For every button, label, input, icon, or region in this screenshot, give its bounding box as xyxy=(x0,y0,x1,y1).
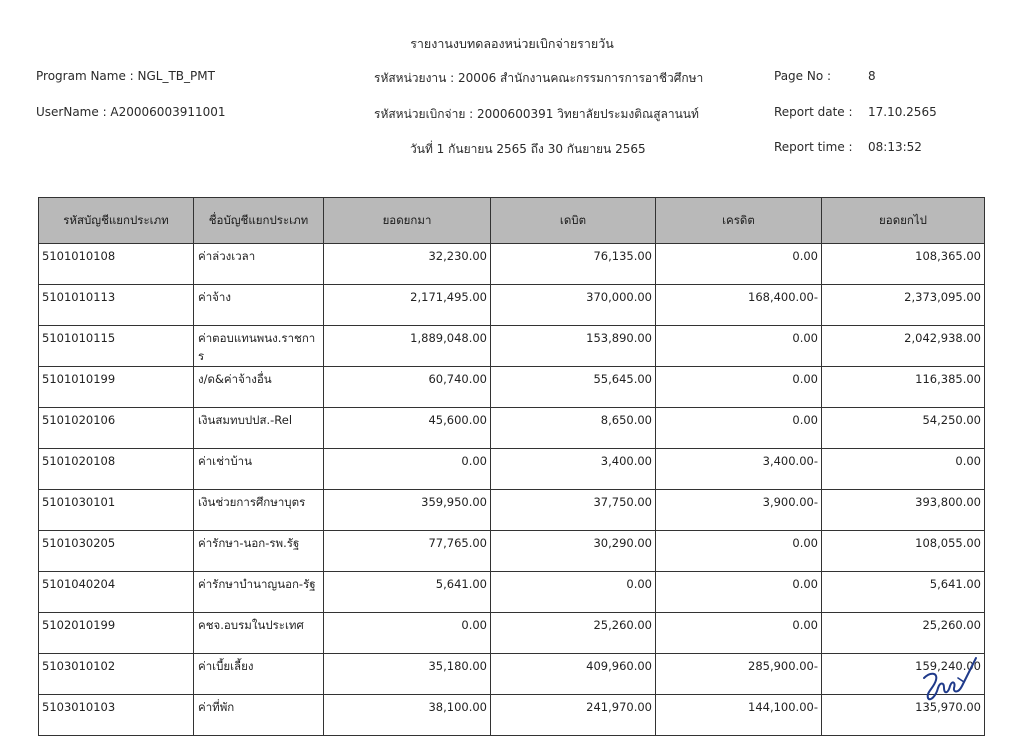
table-row xyxy=(39,449,985,490)
brought-forward-amount: 45,600.00 xyxy=(324,408,491,449)
credit-amount: 0.00 xyxy=(656,244,822,285)
account-code: 5101030101 xyxy=(39,490,194,531)
table-row xyxy=(39,285,985,326)
brought-forward-amount: 0.00 xyxy=(324,613,491,654)
debit-amount: 30,290.00 xyxy=(491,531,656,572)
account-name: ค่ารักษาบำนาญนอก-รัฐ xyxy=(194,572,324,613)
page-no-label: Page No : xyxy=(774,69,832,83)
account-name: ค่าเช่าบ้าน xyxy=(194,449,324,490)
debit-amount: 153,890.00 xyxy=(491,326,656,367)
disbursing-unit: รหัสหน่วยเบิกจ่าย : 2000600391 วิทยาลัยประมงติณสูลานนท์ xyxy=(374,107,699,121)
table-row xyxy=(39,408,985,449)
debit-amount: 76,135.00 xyxy=(491,244,656,285)
debit-amount: 25,260.00 xyxy=(491,613,656,654)
brought-forward-amount: 0.00 xyxy=(324,449,491,490)
page-no-value: 8 xyxy=(868,69,876,83)
account-code: 5101020106 xyxy=(39,408,194,449)
account-code: 5101010113 xyxy=(39,285,194,326)
table-row xyxy=(39,572,985,613)
account-name: เงินช่วยการศึกษาบุตร xyxy=(194,490,324,531)
carried-forward-amount: 159,240.00 xyxy=(822,654,985,695)
account-name: เงินสมทบปปส.-Rel xyxy=(194,408,324,449)
account-code: 5103010102 xyxy=(39,654,194,695)
credit-amount: 0.00 xyxy=(656,326,822,367)
brought-forward-amount: 38,100.00 xyxy=(324,695,491,736)
brought-forward-amount: 2,171,495.00 xyxy=(324,285,491,326)
credit-amount: 0.00 xyxy=(656,367,822,408)
credit-amount: 3,900.00- xyxy=(656,490,822,531)
table-row xyxy=(39,326,985,367)
debit-amount: 241,970.00 xyxy=(491,695,656,736)
table-row xyxy=(39,367,985,408)
credit-amount: 0.00 xyxy=(656,572,822,613)
table-row xyxy=(39,695,985,736)
account-code: 5101030205 xyxy=(39,531,194,572)
brought-forward-amount: 35,180.00 xyxy=(324,654,491,695)
ledger-header-row xyxy=(39,198,985,244)
carried-forward-amount: 2,042,938.00 xyxy=(822,326,985,367)
brought-forward-amount: 32,230.00 xyxy=(324,244,491,285)
report-period: วันที่ 1 กันยายน 2565 ถึง 30 กันยายน 2565 xyxy=(410,142,646,156)
brought-forward-amount: 1,889,048.00 xyxy=(324,326,491,367)
header-brought-forward: ยอดยกมา xyxy=(324,198,491,244)
carried-forward-amount: 25,260.00 xyxy=(822,613,985,654)
carried-forward-amount: 116,385.00 xyxy=(822,367,985,408)
account-code: 5102010199 xyxy=(39,613,194,654)
carried-forward-amount: 393,800.00 xyxy=(822,490,985,531)
account-code: 5101010115 xyxy=(39,326,194,367)
debit-amount: 37,750.00 xyxy=(491,490,656,531)
header-credit: เครดิต xyxy=(656,198,822,244)
account-code: 5101020108 xyxy=(39,449,194,490)
account-name: ง/ด&ค่าจ้างอื่น xyxy=(194,367,324,408)
credit-amount: 0.00 xyxy=(656,531,822,572)
carried-forward-amount: 54,250.00 xyxy=(822,408,985,449)
brought-forward-amount: 5,641.00 xyxy=(324,572,491,613)
account-name: ค่าตอบแทนพนง.ราชการ xyxy=(194,326,324,367)
credit-amount: 285,900.00- xyxy=(656,654,822,695)
debit-amount: 370,000.00 xyxy=(491,285,656,326)
header-carried-forward: ยอดยกไป xyxy=(822,198,985,244)
credit-amount: 144,100.00- xyxy=(656,695,822,736)
header-account-code: รหัสบัญชีแยกประเภท xyxy=(39,198,194,244)
carried-forward-amount: 2,373,095.00 xyxy=(822,285,985,326)
table-row xyxy=(39,244,985,285)
user-name: UserName : A20006003911001 xyxy=(36,105,226,119)
account-name: ค่าจ้าง xyxy=(194,285,324,326)
debit-amount: 55,645.00 xyxy=(491,367,656,408)
report-title: รายงานงบทดลองหน่วยเบิกจ่ายรายวัน xyxy=(410,36,614,51)
report-date-value: 17.10.2565 xyxy=(868,105,937,119)
account-code: 5101010108 xyxy=(39,244,194,285)
debit-amount: 0.00 xyxy=(491,572,656,613)
table-row xyxy=(39,490,985,531)
account-name: ค่าที่พัก xyxy=(194,695,324,736)
handwritten-signature xyxy=(918,648,978,708)
account-name: ค่าล่วงเวลา xyxy=(194,244,324,285)
brought-forward-amount: 359,950.00 xyxy=(324,490,491,531)
account-code: 5101040204 xyxy=(39,572,194,613)
brought-forward-amount: 77,765.00 xyxy=(324,531,491,572)
credit-amount: 168,400.00- xyxy=(656,285,822,326)
account-name: ค่าเบี้ยเลี้ยง xyxy=(194,654,324,695)
account-name: ค่ารักษา-นอก-รพ.รัฐ xyxy=(194,531,324,572)
carried-forward-amount: 108,055.00 xyxy=(822,531,985,572)
debit-amount: 8,650.00 xyxy=(491,408,656,449)
table-row xyxy=(39,613,985,654)
ledger-table xyxy=(38,197,985,736)
account-code: 5103010103 xyxy=(39,695,194,736)
table-row xyxy=(39,654,985,695)
table-row xyxy=(39,531,985,572)
carried-forward-amount: 0.00 xyxy=(822,449,985,490)
account-code: 5101010199 xyxy=(39,367,194,408)
header-account-name: ชื่อบัญชีแยกประเภท xyxy=(194,198,324,244)
account-name: คชจ.อบรมในประเทศ xyxy=(194,613,324,654)
carried-forward-amount: 108,365.00 xyxy=(822,244,985,285)
agency-code: รหัสหน่วยงาน : 20006 สำนักงานคณะกรรมการการอาชีวศึกษา xyxy=(374,71,704,85)
credit-amount: 0.00 xyxy=(656,408,822,449)
carried-forward-amount: 135,970.00 xyxy=(822,695,985,736)
header-debit: เดบิต xyxy=(491,198,656,244)
debit-amount: 409,960.00 xyxy=(491,654,656,695)
brought-forward-amount: 60,740.00 xyxy=(324,367,491,408)
report-time-value: 08:13:52 xyxy=(868,140,922,154)
report-date-label: Report date : xyxy=(774,105,853,119)
debit-amount: 3,400.00 xyxy=(491,449,656,490)
program-name: Program Name : NGL_TB_PMT xyxy=(36,69,215,83)
credit-amount: 0.00 xyxy=(656,613,822,654)
credit-amount: 3,400.00- xyxy=(656,449,822,490)
carried-forward-amount: 5,641.00 xyxy=(822,572,985,613)
report-time-label: Report time : xyxy=(774,140,853,154)
